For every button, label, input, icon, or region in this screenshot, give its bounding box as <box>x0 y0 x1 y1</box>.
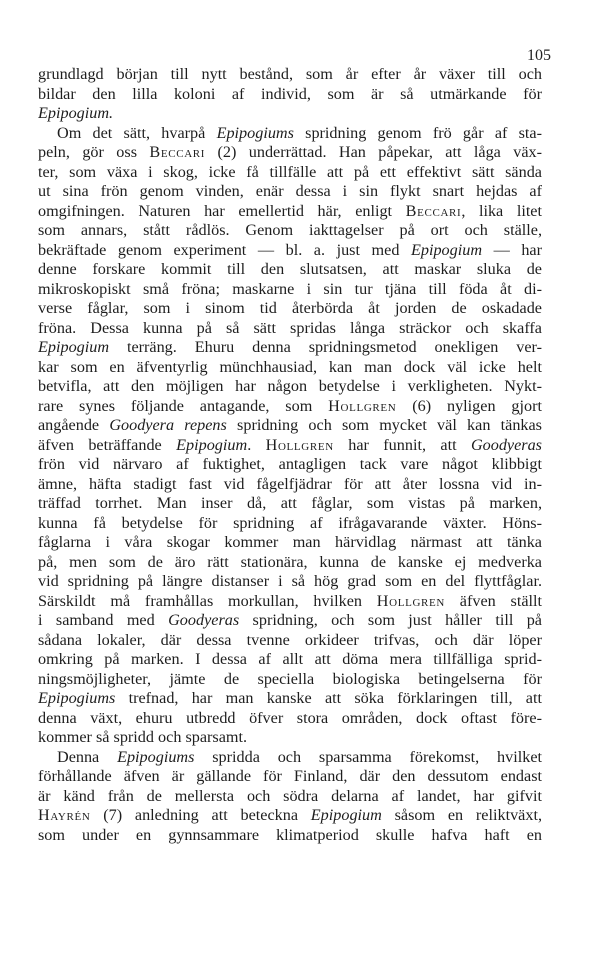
text-line <box>38 124 542 144</box>
text-segment: ningsmöjligheter, jämte de speciella biologiska betingelserna för <box>38 669 542 688</box>
text-line <box>38 533 542 553</box>
text-segment: verse fåglar, som i sinom tid återbörda åt jorden de oskadade <box>38 299 542 317</box>
text-line <box>38 514 542 534</box>
text-segment: ut sina frön genom vinden, enär dessa i sin flykt snart hejdas af <box>38 182 542 200</box>
text-line <box>38 416 542 436</box>
text-line <box>38 553 542 573</box>
text-segment: vid spridning på längre distanser i så hög grad som en del flyttfåglar. <box>38 572 542 590</box>
text-segment: träffad torrhet. Man inser då, att fåglar, som vistas på marken, <box>38 494 542 512</box>
text-segment: trefnad, har man kanske att söka förklaringen till, att <box>115 689 542 707</box>
text-segment: terräng. Ehuru denna spridningsmetod onekligen ver- <box>109 338 542 356</box>
text-segment: denna växt, ehuru utbredd öfver stora områden, dock oftast före- <box>38 708 542 727</box>
text-segment: Om det sätt, hvarpå <box>57 123 217 142</box>
text-line <box>38 358 542 378</box>
text-segment: rare synes följande antagande, som <box>38 396 329 415</box>
text-segment: kunna få betydelse för spridning af ifrågavarande växter. Höns- <box>38 513 542 532</box>
page-number: 105 <box>527 47 551 64</box>
italic-text: Epipogiums <box>117 747 195 766</box>
text-line <box>38 260 542 280</box>
text-segment: Särskildt må framhållas morkullan, hvilken <box>38 591 377 610</box>
text-segment: mikroskopiskt små fröna; maskarne i sin tur tjäna till föda åt di- <box>38 279 542 298</box>
text-line <box>38 436 542 456</box>
text-line <box>38 787 542 807</box>
text-line <box>38 494 542 514</box>
author-name: Beccari <box>405 201 462 220</box>
text-segment: som annars, stått rådlös. Genom iakttagelser på ort och ställe, <box>38 221 542 239</box>
text-line <box>38 377 542 397</box>
text-line <box>38 280 542 300</box>
text-line <box>38 767 542 787</box>
text-segment: . <box>247 435 266 454</box>
text-segment: denne forskare kommit till den slutsatsen, att maskar sluka de <box>38 260 542 278</box>
text-segment: (2) underrättad. Han påpekar, att låga väx- <box>205 143 542 161</box>
text-segment: betvifla, att den möjligen har någon betydelse i verkligheten. Nykt- <box>38 377 542 395</box>
text-segment: har funnit, att <box>333 435 471 454</box>
text-line <box>38 748 542 768</box>
text-line <box>38 709 542 729</box>
text-segment: kommer så spridd och sparsamt. <box>38 728 248 746</box>
text-segment: (7) anledning att beteckna <box>90 806 311 824</box>
author-name: Hollgren <box>376 591 445 610</box>
text-segment: omgifningen. Naturen har emellertid här, enligt <box>38 201 406 220</box>
text-segment: angående <box>38 416 110 434</box>
text-segment: spridning, och som just håller till på <box>239 611 542 629</box>
text-segment: i samband med <box>38 611 169 629</box>
italic-text: Epipogium <box>176 435 248 454</box>
text-segment: Denna <box>57 747 118 766</box>
text-line <box>38 572 542 592</box>
text-segment: fröna. Dessa kunna på så sätt spridas långa sträckor och skaffa <box>38 318 542 337</box>
text-segment: (6) nyligen gjort <box>396 396 542 415</box>
text-line <box>38 85 542 105</box>
text-line <box>38 826 542 846</box>
text-line <box>38 397 542 417</box>
text-line <box>38 650 542 670</box>
author-name: Hollgren <box>328 396 397 415</box>
text-line <box>38 592 542 612</box>
text-line <box>38 475 542 495</box>
text-segment: som under en gynnsammare klimatperiod skulle hafva haft en <box>38 825 542 844</box>
text-line <box>38 299 542 319</box>
italic-text: Goodyera repens <box>109 416 227 434</box>
text-line <box>38 319 542 339</box>
text-line <box>38 182 542 202</box>
text-line <box>38 806 542 826</box>
author-name: Beccari <box>149 143 206 161</box>
italic-text: Epipogium <box>310 806 382 824</box>
italic-text: Goodyeras <box>470 435 542 454</box>
text-segment: spridda och sparsamma förekomst, hvilket <box>194 747 542 766</box>
text-segment: äfven ställt <box>444 591 542 610</box>
text-line <box>38 689 542 709</box>
author-name: Hollgren <box>265 435 334 454</box>
text-segment: frön vid närvaro af fuktighet, antagligen tack vare något klibbigt <box>38 455 542 473</box>
text-segment: , lika litet <box>461 201 542 220</box>
text-segment: ter, som växa i skog, icke få tillfälle att på ett effektivt sätt sända <box>38 162 542 181</box>
text-line <box>38 670 542 690</box>
text-segment: bekräftade genom experiment — bl. a. just med <box>38 240 411 259</box>
text-line <box>38 221 542 241</box>
text-line <box>38 455 542 475</box>
text-segment: på, men som de äro rätt stationära, kunna de kanske ej medverka <box>38 552 542 571</box>
text-segment: spridning och som mycket väl kan tänkas <box>226 416 542 434</box>
text-line <box>38 338 542 358</box>
text-line <box>38 728 542 748</box>
text-line <box>38 241 542 261</box>
text-segment: bildar den lilla koloni af individ, som är så utmärkande för <box>38 84 542 103</box>
text-line <box>38 65 542 85</box>
italic-text: Goodyeras <box>168 611 240 629</box>
text-segment: såsom en reliktväxt, <box>381 806 542 824</box>
text-segment: omkring på marken. I dessa af allt att döma mera tillfälliga sprid- <box>38 650 542 668</box>
text-segment: är känd från de mellersta och södra delarna af landet, har gifvit <box>38 786 542 805</box>
text-segment: peln, gör oss <box>38 143 150 161</box>
text-segment: — har <box>482 240 542 259</box>
text-line <box>38 611 542 631</box>
italic-text: Epipogium <box>38 338 110 356</box>
text-segment: ämne, häfta stadigt fast vid fågelfjädrar för att åter lossna vid in- <box>38 474 542 493</box>
author-name: Hayrén <box>38 806 91 824</box>
text-line <box>38 202 542 222</box>
italic-text: Epipogium <box>410 240 483 259</box>
text-line <box>38 163 542 183</box>
text-line <box>38 143 542 163</box>
text-segment: fåglarna i våra skogar kommer man härvidlag närmast att tänka <box>38 533 542 551</box>
italic-text: Epipogiums <box>216 123 294 142</box>
italic-text: Epipogiums <box>38 689 116 707</box>
text-line <box>38 631 542 651</box>
text-segment: kar som en äfventyrlig münchhausiad, kan man dock väl icke helt <box>38 357 542 376</box>
text-segment: spridning genom frö går af sta- <box>293 123 542 142</box>
text-segment: sådana lokaler, där dessa tvenne orkideer trifvas, och där löper <box>38 630 542 649</box>
italic-text: Epipogium. <box>38 104 114 122</box>
text-segment: grundlagd början till nytt bestånd, som år efter år växer till och <box>38 65 542 83</box>
text-segment: äfven beträffande <box>38 435 177 454</box>
text-segment: förhållande äfven är gällande för Finland, där den dessutom endast <box>38 767 542 785</box>
body-text <box>38 65 542 845</box>
text-line <box>38 104 542 124</box>
